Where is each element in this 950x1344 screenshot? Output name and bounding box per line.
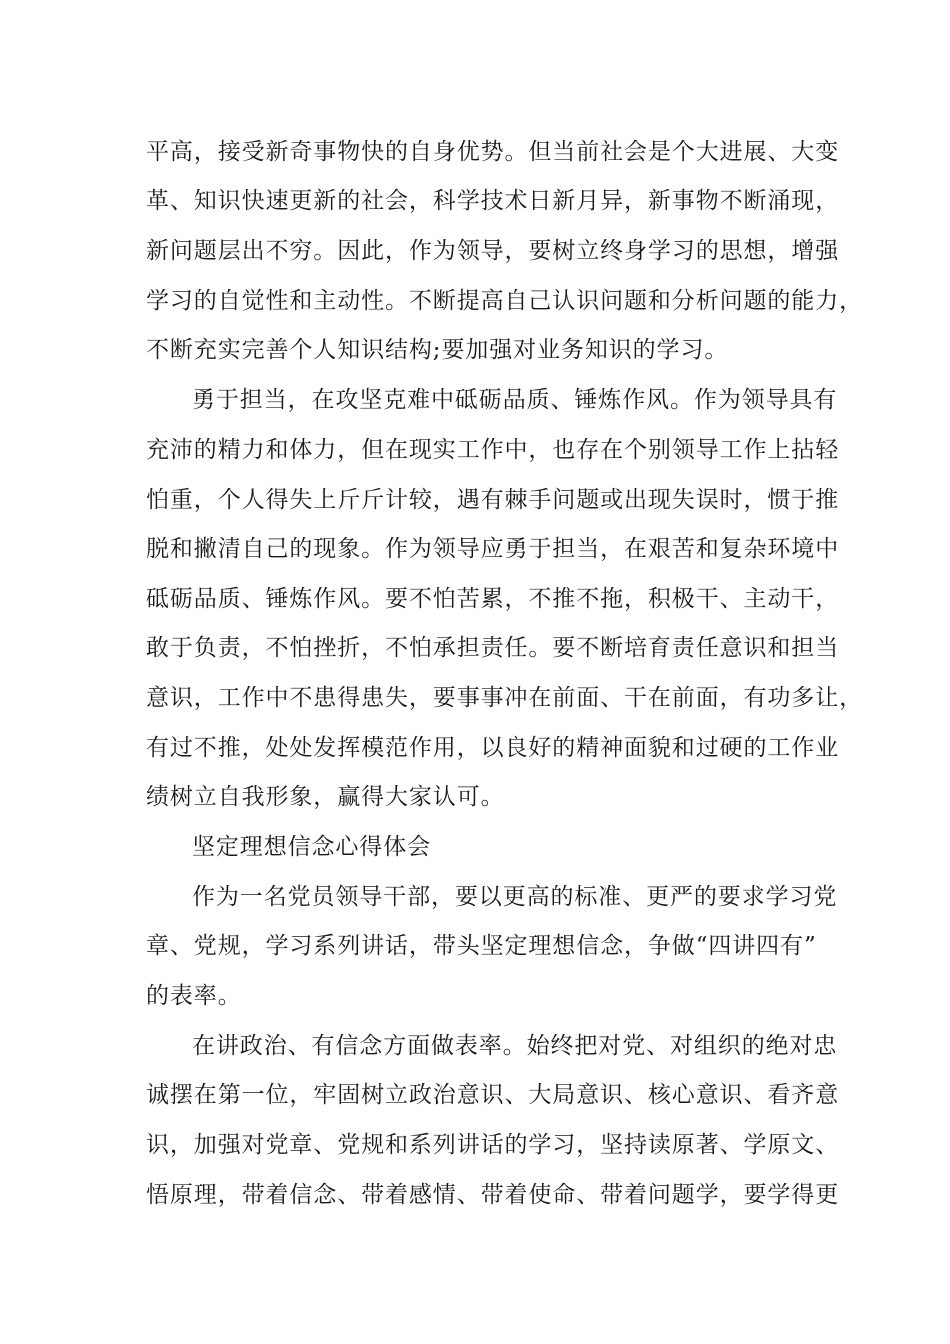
text-line: 识，加强对党章、党规和系列讲话的学习，坚持读原著、学原文、 [146, 1132, 840, 1158]
text-line: 诚摆在第一位，牢固树立政治意识、大局意识、核心意识、看齐意 [146, 1082, 840, 1108]
section-title: 坚定理想信念心得体会 [192, 834, 431, 860]
text-line: 敢于负责，不怕挫折，不怕承担责任。要不断培育责任意识和担当 [146, 635, 840, 661]
text-line: 脱和撇清自己的现象。作为领导应勇于担当，在艰苦和复杂环境中 [146, 536, 840, 562]
text-line: 绩树立自我形象，赢得大家认可。 [146, 784, 505, 810]
text-line: 怕重，个人得失上斤斤计较，遇有棘手问题或出现失误时，惯于推 [146, 487, 840, 513]
text-line: 学习的自觉性和主动性。不断提高自己认识问题和分析问题的能力， [146, 288, 863, 314]
text-line: 革、知识快速更新的社会，科学技术日新月异，新事物不断涌现， [146, 188, 840, 214]
paragraph-first-line: 勇于担当，在攻坚克难中砥砺品质、锤炼作风。作为领导具有 [192, 387, 838, 413]
text-line: 充沛的精力和体力，但在现实工作中，也存在个别领导工作上拈轻 [146, 437, 840, 463]
text-line: 砥砺品质、锤炼作风。要不怕苦累，不推不拖，积极干、主动干， [146, 586, 840, 612]
paragraph-first-line: 作为一名党员领导干部，要以更高的标准、更严的要求学习党 [192, 884, 838, 910]
text-line: 平高，接受新奇事物快的自身优势。但当前社会是个大进展、大变 [146, 139, 840, 165]
text-line: 的表率。 [146, 983, 242, 1009]
text-line: 有过不推，处处发挥模范作用，以良好的精神面貌和过硬的工作业 [146, 735, 840, 761]
text-line: 新问题层出不穷。因此，作为领导，要树立终身学习的思想，增强 [146, 238, 840, 264]
text-line: 意识，工作中不患得患失，要事事冲在前面、干在前面，有功多让， [146, 685, 863, 711]
text-line: 章、党规，学习系列讲话，带头坚定理想信念，争做“四讲四有” [146, 933, 817, 959]
text-line: 不断充实完善个人知识结构;要加强对业务知识的学习。 [146, 337, 729, 363]
paragraph-first-line: 在讲政治、有信念方面做表率。始终把对党、对组织的绝对忠 [192, 1033, 838, 1059]
text-line: 悟原理，带着信念、带着感情、带着使命、带着问题学，要学得更 [146, 1182, 840, 1208]
